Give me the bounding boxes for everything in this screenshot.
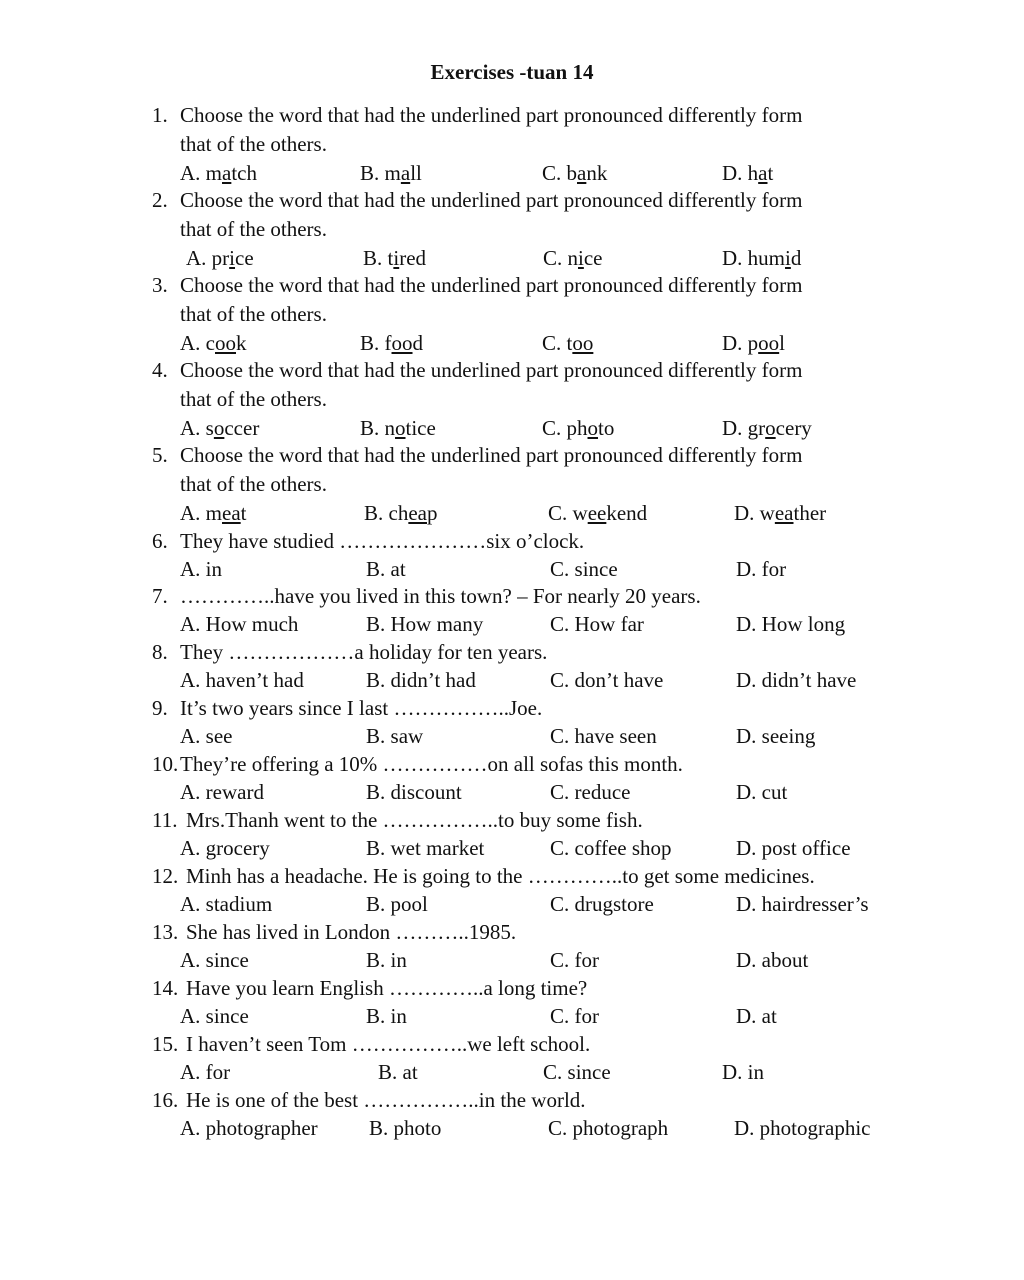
option-word-part: photo [393, 1116, 442, 1140]
option-label: A. [180, 1004, 201, 1028]
option-word-part: cery [775, 416, 812, 440]
option-label: D. [722, 416, 743, 440]
option-word-part: to [598, 416, 615, 440]
option-word-part: in [205, 557, 223, 581]
answer-option[interactable] [736, 667, 856, 693]
answer-option[interactable] [369, 1115, 441, 1141]
option-word-part: c [205, 331, 215, 355]
option-label: B. [360, 416, 380, 440]
option-label: B. [364, 501, 384, 525]
option-label: C. [548, 501, 568, 525]
answer-option[interactable] [722, 160, 773, 186]
option-word-part: didn’t have [761, 668, 857, 692]
option-label: C. [550, 724, 570, 748]
answer-option[interactable] [550, 556, 618, 582]
underlined-part: o [395, 416, 406, 440]
option-word-part: t [566, 331, 573, 355]
answer-option[interactable] [542, 330, 593, 356]
option-label: C. [550, 836, 570, 860]
answer-option[interactable] [180, 779, 264, 805]
option-word-part: h [747, 161, 759, 185]
option-label: B. [366, 948, 386, 972]
underlined-part: oo [572, 331, 594, 355]
option-word-part: ch [388, 501, 409, 525]
option-word-part: w [572, 501, 588, 525]
option-word-part: in [390, 948, 407, 972]
question-text: They’re offering a 10% ……………on all sofas this month. [180, 752, 683, 776]
question-text: He is one of the best ……………..in the world. [186, 1088, 586, 1112]
question-number: 14. [152, 976, 179, 1000]
answer-option[interactable] [363, 245, 426, 271]
option-word-part: s [205, 416, 214, 440]
option-label: C. [543, 246, 563, 270]
option-label: A. [180, 161, 201, 185]
option-label: B. [366, 668, 386, 692]
underlined-part: ea [408, 501, 427, 525]
answer-option[interactable] [180, 556, 222, 582]
answer-option[interactable] [180, 1115, 318, 1141]
answer-option[interactable] [550, 891, 654, 917]
option-word-part: for [761, 557, 787, 581]
question-text: They ………………a holiday for ten years. [180, 640, 548, 664]
question-text: They have studied …………………six o’clock. [180, 529, 585, 553]
question-text: Choose the word that had the underlined part pronounced differently form [180, 443, 803, 467]
option-word-part: for [574, 948, 600, 972]
option-word-part: How far [574, 612, 644, 636]
option-word-part: at [761, 1004, 777, 1028]
answer-option[interactable] [722, 245, 801, 271]
answer-option[interactable] [180, 500, 247, 526]
option-word-part: m [205, 501, 223, 525]
option-word-part: l [779, 331, 786, 355]
option-word-part: tice [405, 416, 436, 440]
option-word-part: ph [566, 416, 588, 440]
answer-option[interactable] [548, 500, 647, 526]
option-word-part: p [747, 331, 759, 355]
option-label: B. [363, 246, 383, 270]
underlined-part: ea [222, 501, 241, 525]
option-word-part: stadium [205, 892, 273, 916]
option-label: B. [366, 836, 386, 860]
option-label: C. [550, 948, 570, 972]
answer-option[interactable] [360, 160, 422, 186]
answer-option[interactable] [180, 667, 304, 693]
option-label: B. [366, 612, 386, 636]
answer-option[interactable] [543, 245, 603, 271]
question-number: 12. [152, 864, 179, 888]
option-word-part: kend [606, 501, 648, 525]
option-word-part: t [387, 246, 394, 270]
underlined-part: a [758, 161, 768, 185]
option-word-part: grocery [205, 836, 270, 860]
answer-option[interactable] [366, 723, 423, 749]
option-word-part: seeing [761, 724, 816, 748]
option-label: B. [366, 557, 386, 581]
option-label: C. [550, 1004, 570, 1028]
option-label: D. [736, 948, 757, 972]
option-word-part: f [384, 331, 392, 355]
question-number: 15. [152, 1032, 179, 1056]
underlined-part: i [393, 246, 400, 270]
underlined-part: ea [774, 501, 794, 525]
answer-option[interactable] [180, 1059, 230, 1085]
question-number: 2. [152, 188, 168, 212]
option-word-part: hairdresser’s [761, 892, 869, 916]
option-label: D. [736, 724, 757, 748]
option-label: C. [550, 780, 570, 804]
option-word-part: m [384, 161, 401, 185]
option-label: C. [550, 557, 570, 581]
question-text: Choose the word that had the underlined part pronounced differently form [180, 273, 803, 297]
option-word-part: p [427, 501, 438, 525]
option-label: D. [736, 780, 757, 804]
option-word-part: since [574, 557, 618, 581]
underlined-part: a [222, 161, 232, 185]
question-text: that of the others. [180, 472, 327, 496]
option-word-part: since [205, 948, 249, 972]
option-label: A. [180, 1116, 201, 1140]
option-label: B. [369, 1116, 389, 1140]
option-label: C. [550, 612, 570, 636]
option-word-part: see [205, 724, 233, 748]
option-label: D. [734, 1116, 755, 1140]
option-label: D. [736, 612, 757, 636]
question-number: 5. [152, 443, 168, 467]
answer-option[interactable] [736, 723, 815, 749]
option-label: D. [722, 331, 743, 355]
question-number: 4. [152, 358, 168, 382]
option-word-part: ce [235, 246, 254, 270]
answer-option[interactable] [542, 415, 614, 441]
answer-option[interactable] [550, 723, 657, 749]
answer-option[interactable] [366, 667, 476, 693]
option-word-part: ther [793, 501, 827, 525]
answer-option[interactable] [736, 947, 808, 973]
option-word-part: don’t have [574, 668, 664, 692]
underlined-part: oo [215, 331, 236, 355]
option-label: B. [360, 331, 380, 355]
question-text: Have you learn English …………..a long time? [186, 976, 588, 1000]
option-label: C. [548, 1116, 568, 1140]
question-text: Choose the word that had the underlined part pronounced differently form [180, 188, 803, 212]
answer-option[interactable] [366, 891, 428, 917]
question-text: Minh has a headache. He is going to the …………..to get some medicines. [186, 864, 815, 888]
option-word-part: reward [205, 780, 264, 804]
answer-option[interactable] [543, 1059, 611, 1085]
question-text: Choose the word that had the underlined part pronounced differently form [180, 103, 803, 127]
option-word-part: How many [390, 612, 484, 636]
option-word-part: discount [390, 780, 462, 804]
option-word-part: tch [231, 161, 257, 185]
option-word-part: ccer [224, 416, 260, 440]
option-word-part: ce [583, 246, 603, 270]
question-number: 3. [152, 273, 168, 297]
question-number: 11. [152, 808, 178, 832]
option-label: B. [366, 1004, 386, 1028]
option-word-part: photographer [205, 1116, 318, 1140]
question-text: that of the others. [180, 132, 327, 156]
option-word-part: have seen [574, 724, 657, 748]
option-word-part: at [390, 557, 406, 581]
answer-option[interactable] [736, 1003, 777, 1029]
answer-option[interactable] [550, 1003, 599, 1029]
question-text: that of the others. [180, 217, 327, 241]
answer-option[interactable] [366, 947, 407, 973]
option-label: D. [734, 501, 755, 525]
answer-option[interactable] [180, 835, 270, 861]
option-label: C. [550, 892, 570, 916]
option-word-part: How long [761, 612, 846, 636]
question-number: 10. [152, 752, 179, 776]
option-label: C. [550, 668, 570, 692]
underlined-part: a [577, 161, 587, 185]
underlined-part: o [765, 416, 776, 440]
question-number: 9. [152, 696, 168, 720]
answer-option[interactable] [734, 1115, 870, 1141]
underlined-part: oo [391, 331, 413, 355]
answer-option[interactable] [548, 1115, 668, 1141]
question-text: that of the others. [180, 302, 327, 326]
option-label: A. [186, 246, 207, 270]
option-word-part: haven’t had [205, 668, 304, 692]
answer-option[interactable] [550, 779, 630, 805]
option-word-part: cut [761, 780, 788, 804]
answer-option[interactable] [734, 500, 826, 526]
question-text: …………..have you lived in this town? – For nearly 20 years. [180, 584, 701, 608]
option-word-part: for [574, 1004, 600, 1028]
option-label: A. [180, 668, 201, 692]
option-label: A. [180, 948, 201, 972]
option-word-part: for [205, 1060, 231, 1084]
question-number: 16. [152, 1088, 179, 1112]
option-label: D. [722, 1060, 743, 1084]
option-label: A. [180, 557, 201, 581]
option-label: A. [180, 501, 201, 525]
answer-option[interactable] [180, 415, 259, 441]
answer-option[interactable] [180, 611, 298, 637]
option-word-part: since [567, 1060, 611, 1084]
option-label: D. [736, 892, 757, 916]
underlined-part: o [213, 416, 225, 440]
option-label: B. [378, 1060, 398, 1084]
option-word-part: post office [761, 836, 851, 860]
option-label: A. [180, 612, 201, 636]
option-word-part: saw [390, 724, 424, 748]
question-text: Choose the word that had the underlined part pronounced differently form [180, 358, 803, 382]
answer-option[interactable] [378, 1059, 418, 1085]
option-word-part: wet market [390, 836, 485, 860]
question-text: I haven’t seen Tom ……………..we left school. [186, 1032, 591, 1056]
option-word-part: coffee shop [574, 836, 672, 860]
option-word-part: drugstore [574, 892, 654, 916]
option-word-part: nk [586, 161, 608, 185]
underlined-part: i [578, 246, 584, 270]
answer-option[interactable] [736, 779, 787, 805]
option-label: A. [180, 892, 201, 916]
option-word-part: n [384, 416, 396, 440]
answer-option[interactable] [180, 160, 257, 186]
answer-option[interactable] [736, 891, 869, 917]
option-word-part: photographic [759, 1116, 871, 1140]
underlined-part: o [587, 416, 599, 440]
answer-option[interactable] [180, 891, 272, 917]
option-word-part: photograph [572, 1116, 669, 1140]
option-label: D. [736, 668, 757, 692]
question-number: 13. [152, 920, 179, 944]
option-label: B. [360, 161, 380, 185]
answer-option[interactable] [550, 947, 599, 973]
question-number: 1. [152, 103, 168, 127]
option-word-part: d [412, 331, 424, 355]
option-word-part: at [402, 1060, 418, 1084]
answer-option[interactable] [366, 835, 484, 861]
option-label: D. [722, 161, 743, 185]
option-label: C. [542, 331, 562, 355]
option-word-part: n [567, 246, 579, 270]
option-label: C. [542, 161, 562, 185]
option-label: A. [180, 331, 201, 355]
option-word-part: pool [390, 892, 428, 916]
option-word-part: gr [747, 416, 766, 440]
underlined-part: i [229, 246, 236, 270]
option-label: B. [366, 892, 386, 916]
option-word-part: t [767, 161, 774, 185]
question-text: She has lived in London ………..1985. [186, 920, 517, 944]
option-word-part: about [761, 948, 809, 972]
option-label: D. [722, 246, 743, 270]
page-title: Exercises -tuan 14 [430, 60, 594, 84]
answer-option[interactable] [542, 160, 607, 186]
option-word-part: ll [410, 161, 422, 185]
answer-option[interactable] [366, 1003, 407, 1029]
underlined-part: ee [587, 501, 607, 525]
answer-option[interactable] [180, 947, 249, 973]
answer-option[interactable] [722, 330, 785, 356]
answer-option[interactable] [366, 556, 406, 582]
option-label: D. [736, 1004, 757, 1028]
answer-option[interactable] [360, 415, 436, 441]
option-word-part: in [747, 1060, 765, 1084]
option-word-part: d [790, 246, 802, 270]
question-number: 8. [152, 640, 168, 664]
option-word-part: w [759, 501, 775, 525]
option-label: A. [180, 1060, 201, 1084]
answer-option[interactable] [360, 330, 423, 356]
option-label: C. [542, 416, 562, 440]
underlined-part: oo [758, 331, 780, 355]
answer-option[interactable] [722, 415, 812, 441]
option-label: A. [180, 724, 201, 748]
option-word-part: in [390, 1004, 407, 1028]
option-label: D. [736, 557, 757, 581]
answer-option[interactable] [180, 723, 233, 749]
option-label: A. [180, 416, 201, 440]
question-number: 6. [152, 529, 168, 553]
answer-option[interactable] [736, 556, 786, 582]
answer-option[interactable] [366, 779, 462, 805]
answer-option[interactable] [366, 611, 483, 637]
answer-option[interactable] [550, 835, 672, 861]
option-word-part: t [240, 501, 247, 525]
option-label: D. [736, 836, 757, 860]
option-label: C. [543, 1060, 563, 1084]
option-word-part: How much [205, 612, 299, 636]
option-label: A. [180, 780, 201, 804]
answer-option[interactable] [186, 245, 254, 271]
answer-option[interactable] [736, 611, 845, 637]
option-word-part: didn’t had [390, 668, 476, 692]
question-text: Mrs.Thanh went to the ……………..to buy some fish. [186, 808, 643, 832]
option-word-part: b [566, 161, 578, 185]
underlined-part: a [400, 161, 411, 185]
answer-option[interactable] [180, 1003, 249, 1029]
answer-option[interactable] [364, 500, 438, 526]
option-word-part: hum [747, 246, 786, 270]
question-text: It’s two years since I last ……………..Joe. [180, 696, 543, 720]
option-word-part: red [399, 246, 427, 270]
answer-option[interactable] [180, 330, 247, 356]
question-number: 7. [152, 584, 168, 608]
option-label: B. [366, 780, 386, 804]
answer-option[interactable] [722, 1059, 764, 1085]
option-word-part: since [205, 1004, 249, 1028]
option-label: B. [366, 724, 386, 748]
underlined-part: i [785, 246, 791, 270]
answer-option[interactable] [550, 611, 644, 637]
option-word-part: m [205, 161, 223, 185]
option-word-part: k [236, 331, 247, 355]
answer-option[interactable] [550, 667, 663, 693]
option-label: A. [180, 836, 201, 860]
option-word-part: pr [211, 246, 230, 270]
question-text: that of the others. [180, 387, 327, 411]
option-word-part: reduce [574, 780, 631, 804]
answer-option[interactable] [736, 835, 851, 861]
